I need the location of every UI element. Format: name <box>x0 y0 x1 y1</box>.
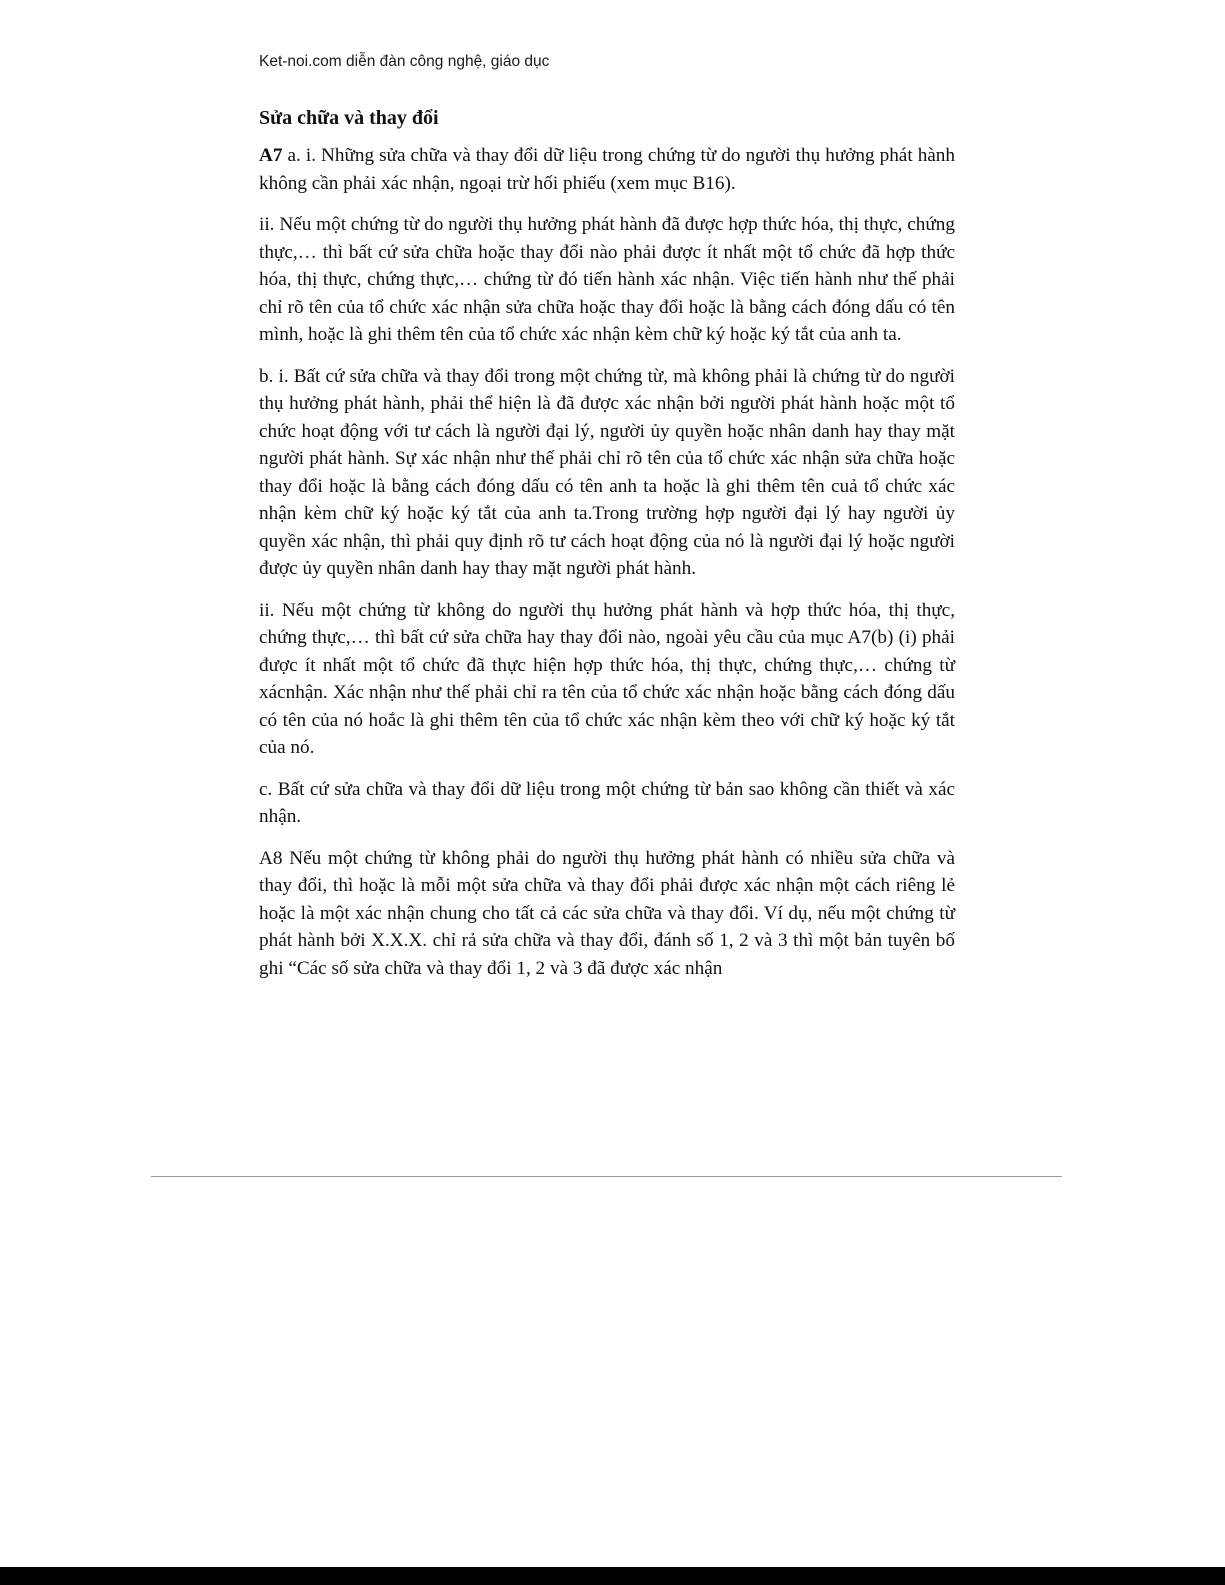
paragraph-a7-b-ii: ii. Nếu một chứng từ không do người thụ hưởng phát hành và hợp thức hóa, thị thực, chứng thực,… thì bất cứ sửa chữa hay thay đổi nào, ngoài yêu cầu của mục A7(b) (i) phải được ít nhất một tổ chức đã thực hiện hợp thức hóa, thị thực, chứng thực,… chứng từ xácnhận. Xác nhận như thế phải chỉ ra tên của tổ chức xác nhận hoặc bằng cách đóng dấu có tên của nó hoắc là ghi thêm tên của tổ chức xác nhận kèm theo với chữ ký hoặc ký tắt của nó. <box>259 599 955 758</box>
section-title: Sửa chữa và thay đổi <box>259 107 439 129</box>
paragraph-a7-c: c. Bất cứ sửa chữa và thay đổi dữ liệu trong một chứng từ bản sao không cần thiết và xác nhận. <box>259 778 955 827</box>
page-header: Ket-noi.com diễn đàn công nghệ, giáo dục <box>259 53 550 70</box>
paragraph-a7 <box>259 142 955 197</box>
paragraph-a7-a-ii: ii. Nếu một chứng từ do người thụ hưởng phát hành đã được hợp thức hóa, thị thực, chứng thực,… thì bất cứ sửa chữa hoặc thay đổi nào phải được ít nhất một tổ chức đã hợp thức hóa, thị thực, chứng thực,… chứng từ đó tiến hành xác nhận. Việc tiến hành như thế phải chỉ rõ tên của tổ chức xác nhận sửa chữa hoặc thay đổi hoặc là bằng cách đóng dấu có tên mình, hoặc là ghi thêm tên của tổ chức xác nhận kèm chữ ký hoặc ký tắt của anh ta. <box>259 214 955 345</box>
bottom-bar <box>0 1567 1225 1585</box>
paragraph-a7-b-i: b. i. Bất cứ sửa chữa và thay đổi trong một chứng từ, mà không phải là chứng từ do người thụ hưởng phát hành, phải thể hiện là đã được xác nhận bởi người phát hành hoặc một tổ chức hoạt động với tư cách là người đại lý, người ủy quyền hoặc nhân danh hay thay mặt người phát hành. Sự xác nhận như thế phải chỉ rõ tên của tổ chức xác nhận sửa chữa hoặc thay đổi hoặc là bằng cách đóng dấu có tên anh ta hoặc là ghi thêm tên cuả tổ chức xác nhận kèm chữ ký hoặc ký tắt của anh ta.Trong trường hợp người đại lý hay người ủy quyền xác nhận, thì phải quy định rõ tư cách hoạt động của nó là người đại lý hoặc người được ủy quyền nhân danh hay thay mặt người phát hành. <box>259 365 955 579</box>
document-body <box>259 104 955 996</box>
paragraph-a8: A8 Nếu một chứng từ không phải do người thụ hưởng phát hành có nhiều sửa chữa và thay đổi, thì hoặc là mỗi một sửa chữa và thay đổi phải được xác nhận một cách riêng lẻ hoặc là một xác nhận chung cho tất cả các sửa chữa và thay đổi. Ví dụ, nếu một chứng từ phát hành bởi X.X.X. chỉ rả sửa chữa và thay đổi, đánh số 1, 2 và 3 thì một bản tuyên bố ghi “Các số sửa chữa và thay đổi 1, 2 và 3 đã được xác nhận <box>259 847 955 979</box>
paragraph-label: A7 <box>259 145 283 166</box>
page-divider <box>151 1176 1062 1177</box>
paragraph-text: a. i. Những sửa chữa và thay đổi dữ liệu trong chứng từ do người thụ hưởng phát hành không cần phải xác nhận, ngoại trừ hối phiếu (xem mục B16). <box>259 145 955 194</box>
